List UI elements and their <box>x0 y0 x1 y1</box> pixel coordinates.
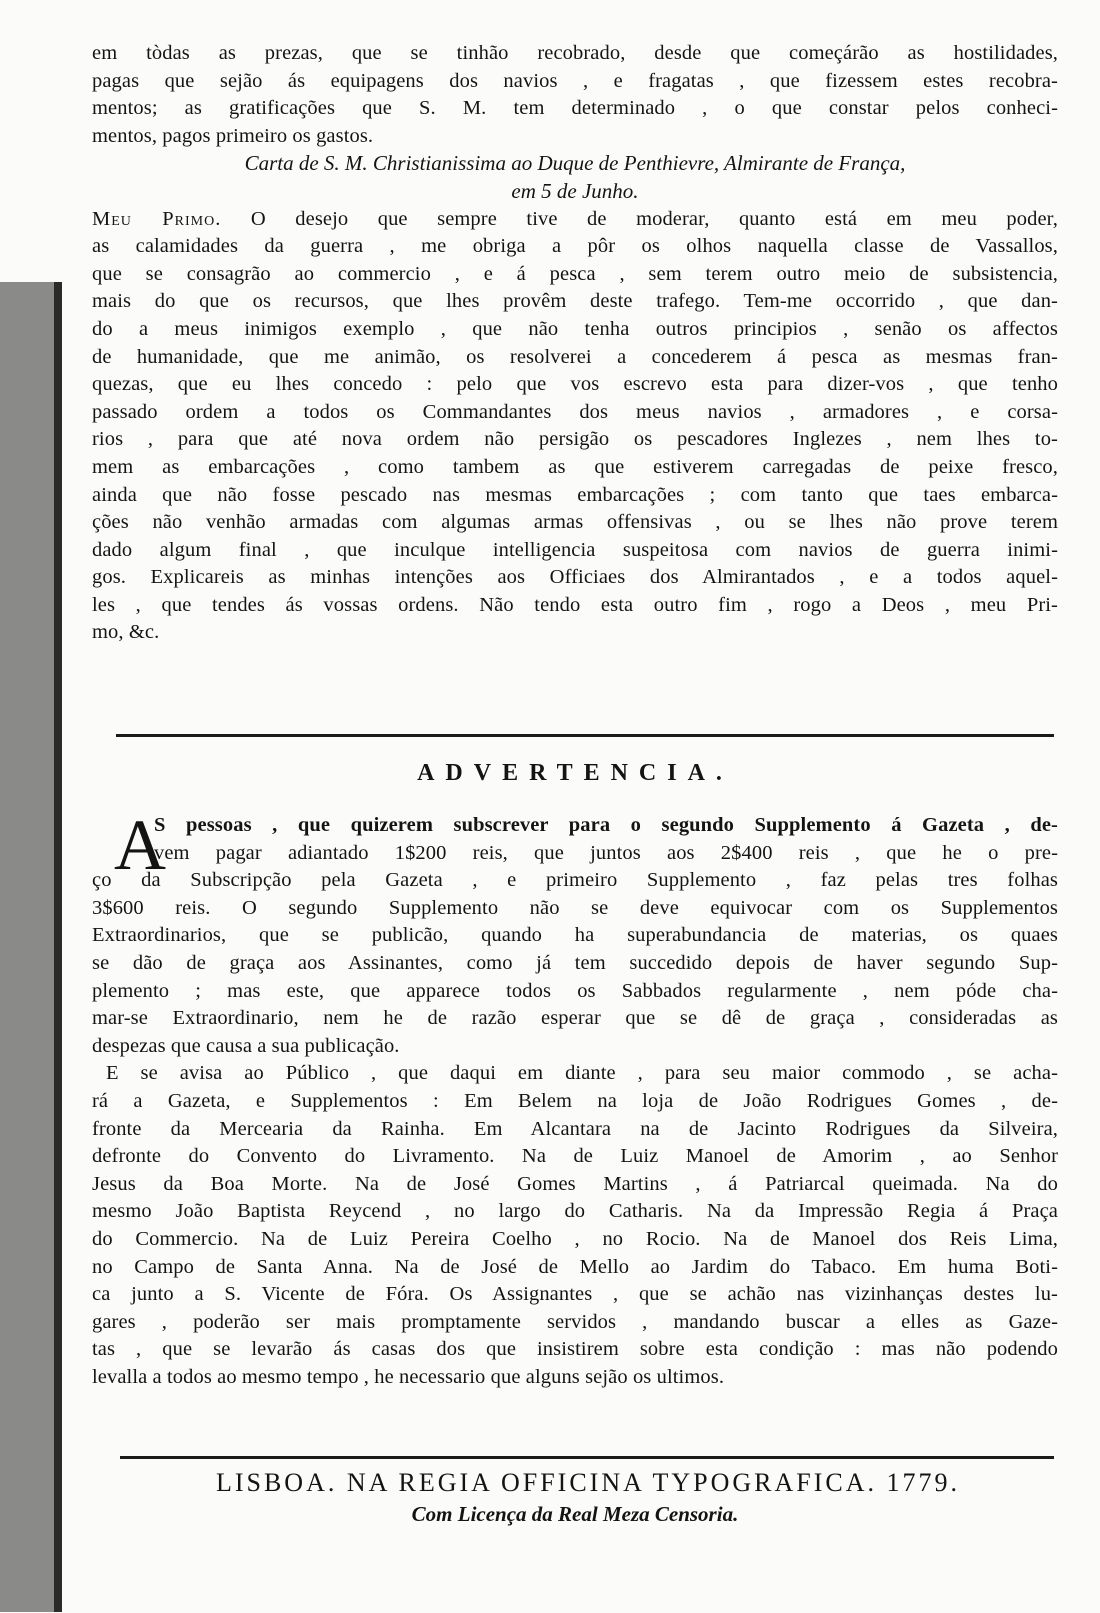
text-line: fronte da Mercearia da Rainha. Em Alcantara na de Jacinto Rodrigues da Silveira, <box>92 1117 1058 1140</box>
text-line: ainda que não fosse pescado nas mesmas embarcações ; com tanto que taes embarca- <box>92 483 1058 506</box>
text-line: as calamidades da guerra , me obriga a pôr os olhos naquella classe de Vassallos, <box>92 235 1058 258</box>
text-line: les , que tendes ás vossas ordens. Não tendo esta outro fim , rogo a Deos , meu Pri- <box>92 593 1058 616</box>
section-divider <box>116 734 1054 737</box>
text-line: S pessoas , que quizerem subscrever para o segundo Supplemento á Gazeta , de- <box>154 814 1058 836</box>
text-line: se dão de graça aos Assinantes, como já tem succedido depois de haver segundo Sup- <box>92 951 1058 974</box>
text-line: quezas, que eu lhes concedo : pelo que vos escrevo esta para dizer-vos , que tenho <box>92 373 1058 396</box>
advertencia-title: ADVERTENCIA. <box>417 760 733 786</box>
text-line: passado ordem a todos os Commandantes dos meus navios , armadores , e corsa- <box>92 400 1058 423</box>
text-line: ço da Subscripção pela Gazeta , e primeiro Supplemento , faz pelas tres folhas <box>92 869 1058 892</box>
text-line: que se consagrão ao commercio , e á pesca , sem terem outro meio de subsistencia, <box>92 262 1058 285</box>
text-line: mem as embarcações , como tambem as que estiverem carregadas de peixe fresco, <box>92 455 1058 478</box>
text-line: levalla a todos ao mesmo tempo , he necessario que alguns sejão os ultimos. <box>92 1365 725 1388</box>
text-line: mesmo João Baptista Reycend , no largo do Catharis. Na da Impressão Regia á Praça <box>92 1200 1058 1223</box>
text-line: gos. Explicareis as minhas intenções aos Officiaes dos Almirantados , e a todos aquel- <box>92 566 1058 589</box>
letter-date: em 5 de Junho. <box>511 178 639 203</box>
letter-first-line <box>92 206 1058 234</box>
text-line: pagas que sejão ás equipagens dos navios , e fragatas , que fizessem estes recobra- <box>92 69 1058 92</box>
text-line: ções não venhão armadas com algumas armas offensivas , ou se lhes não prove terem <box>92 511 1058 534</box>
advertencia-block <box>92 805 1058 1391</box>
letter-salutation: Meu Primo. <box>92 207 222 230</box>
text-line: tas , que se levarão ás casas dos que insistirem sobre esta condição : mas não podendo <box>92 1338 1058 1361</box>
text-line: ca junto a S. Vicente de Fóra. Os Assignantes , que se achão nas vizinhanças destes lu- <box>92 1283 1058 1306</box>
text-line: O desejo que sempre tive de moderar, quanto está em meu poder, <box>250 207 1058 230</box>
text-line: plemento ; mas este, que apparece todos os Sabbados regularmente , nem póde cha- <box>92 979 1058 1002</box>
text-line: defronte do Convento do Livramento. Na de Luiz Manoel de Amorim , ao Senhor <box>92 1145 1058 1168</box>
top-text-block <box>92 40 1058 647</box>
page-edge-shadow <box>0 282 62 1612</box>
text-line: rios , para que até nova ordem não persigão os pescadores Inglezes , nem lhes to- <box>92 428 1058 451</box>
text-line: Jesus da Boa Morte. Na de José Gomes Martins , á Patriarcal queimada. Na do <box>92 1172 1058 1195</box>
text-line: mo, &c. <box>92 621 160 644</box>
text-line: vem pagar adiantado 1$200 reis, que juntos aos 2$400 reis , que he o pre- <box>154 841 1058 864</box>
text-line: mais do que os recursos, que lhes provêm deste trafego. Tem-me occorrido , que dan- <box>92 290 1058 313</box>
text-line: em tòdas as prezas, que se tinhão recobrado, desde que começárão as hostilidades, <box>92 42 1058 64</box>
text-line: rá a Gazeta, e Supplementos : Em Belem na loja de João Rodrigues Gomes , de- <box>92 1089 1058 1112</box>
drop-cap: A <box>114 805 166 885</box>
text-line: mentos, pagos primeiro os gastos. <box>92 124 374 147</box>
text-line: 3$600 reis. O segundo Supplemento não se deve equivocar com os Supplementos <box>92 896 1058 919</box>
text-line: mar-se Extraordinario, nem he de razão esperar que se dê de graça , consideradas as <box>92 1007 1058 1030</box>
text-line: de humanidade, que me animão, os resolverei a concederem á pesca as mesmas fran- <box>92 345 1058 368</box>
printer-imprint: LISBOA. NA REGIA OFFICINA TYPOGRAFICA. 1779. <box>215 1468 961 1497</box>
text-line: do Commercio. Na de Luiz Pereira Coelho , no Rocio. Na de Manoel dos Reis Lima, <box>92 1227 1058 1250</box>
page-edge-border <box>54 282 62 1612</box>
text-line: despezas que causa a sua publicação. <box>92 1034 400 1057</box>
footer-divider <box>120 1456 1054 1459</box>
text-line: mentos; as gratificações que S. M. tem determinado , o que constar pelos conheci- <box>92 97 1058 120</box>
censorship-license: Com Licença da Real Meza Censoria. <box>411 1502 739 1526</box>
text-line: gares , poderão ser mais promptamente servidos , mandando buscar a elles as Gaze- <box>92 1310 1058 1333</box>
text-line: dado algum final , que inculque intelligencia suspeitosa com navios de guerra inimi- <box>92 538 1058 561</box>
text-line: E se avisa ao Público , que daqui em diante , para seu maior commodo , se acha- <box>106 1062 1058 1085</box>
text-line: do a meus inimigos exemplo , que não tenha outros principios , senão os affectos <box>92 317 1058 340</box>
text-line: no Campo de Santa Anna. Na de José de Mello ao Jardim do Tabaco. Em huma Boti- <box>92 1255 1058 1278</box>
letter-heading: Carta de S. M. Christianissima ao Duque de Penthievre, Almirante de França, <box>244 151 906 176</box>
text-line: Extraordinarios, que se publicão, quando ha superabundancia de materias, os quaes <box>92 924 1058 947</box>
